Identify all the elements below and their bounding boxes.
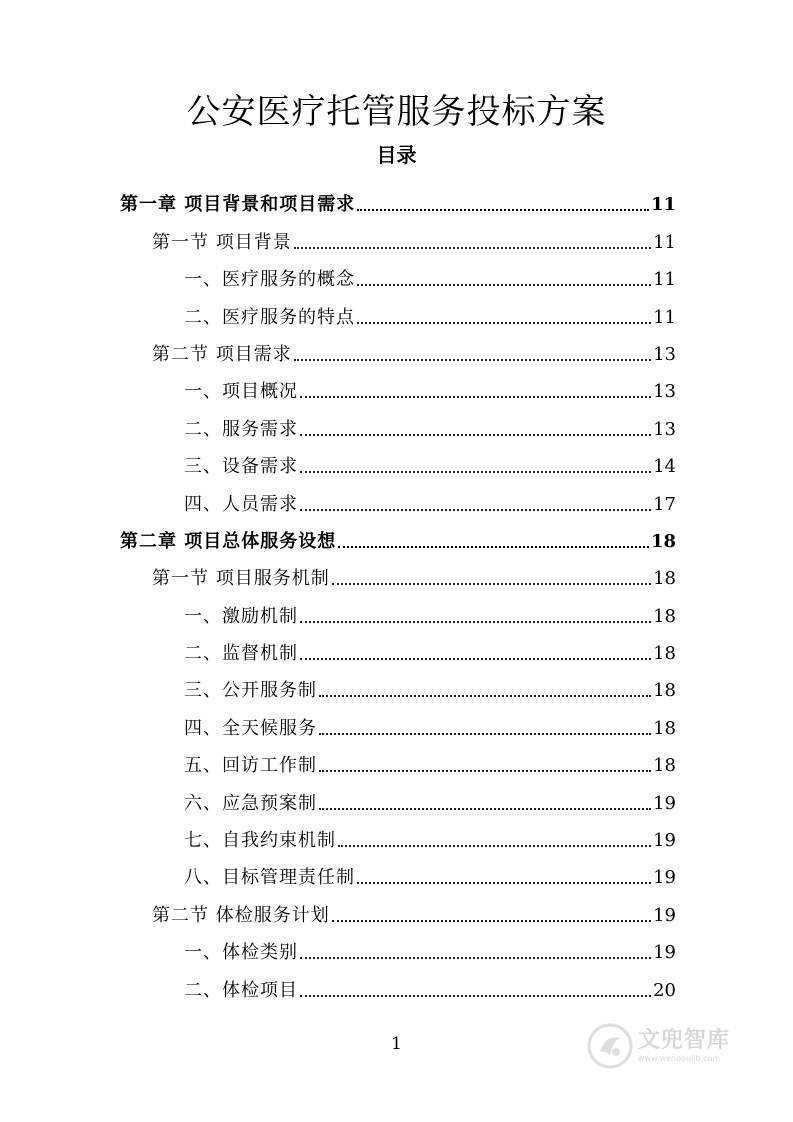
- toc-dot-leader: [319, 733, 651, 735]
- toc-entry-page: 18: [653, 717, 676, 739]
- toc-entry-label: 一、项目概况: [184, 381, 298, 403]
- toc-entry[interactable]: [120, 479, 676, 516]
- toc-dot-leader: [338, 546, 649, 548]
- toc-entry-page: 19: [653, 792, 676, 814]
- toc-entry-label: 八、目标管理责任制: [184, 867, 355, 889]
- toc-entry-page: 17: [653, 493, 676, 515]
- toc-dot-leader: [357, 209, 649, 211]
- toc-dot-leader: [294, 247, 651, 249]
- toc-entry-label: 六、应急预案制: [184, 792, 317, 814]
- wendou-logo-icon: [586, 1022, 634, 1070]
- toc-entry-page: 19: [653, 942, 676, 964]
- toc-entry-label: 一、医疗服务的概念: [184, 269, 355, 291]
- toc-entry[interactable]: [120, 703, 676, 740]
- toc-dot-leader: [300, 509, 651, 511]
- toc-entry[interactable]: [120, 928, 676, 965]
- toc-entry-page: 18: [653, 755, 676, 777]
- toc-entry-label: 三、公开服务制: [184, 680, 317, 702]
- toc-entry[interactable]: [120, 180, 676, 217]
- watermark-url: www.wendoulib.com: [638, 1054, 721, 1063]
- toc-entry[interactable]: [120, 778, 676, 815]
- toc-entry-page: 18: [650, 530, 676, 552]
- toc-entry-page: 19: [653, 830, 676, 852]
- toc-entry-page: 13: [653, 343, 676, 365]
- toc-entry[interactable]: [120, 255, 676, 292]
- toc-entry-label: 四、全天候服务: [184, 717, 317, 739]
- toc-entry-page: 20: [653, 979, 676, 1001]
- toc-entry[interactable]: [120, 404, 676, 441]
- toc-entry[interactable]: [120, 741, 676, 778]
- toc-entry-label: 二、体检项目: [184, 979, 298, 1001]
- toc-entry-label: 第二节 项目需求: [152, 343, 292, 365]
- toc-entry-page: 11: [653, 306, 676, 328]
- toc-entry[interactable]: [120, 591, 676, 628]
- toc-entry[interactable]: [120, 853, 676, 890]
- toc-entry[interactable]: [120, 965, 676, 1002]
- watermark-name: 文兜智库: [638, 1028, 731, 1053]
- toc-entry-page: 11: [653, 231, 676, 253]
- toc-entry-page: 11: [650, 194, 676, 216]
- toc-entry-label: 第二节 体检服务计划: [152, 904, 330, 926]
- toc-dot-leader: [294, 359, 651, 361]
- toc-dot-leader: [300, 621, 651, 623]
- watermark: [586, 1020, 756, 1072]
- toc-entry-label: 七、自我约束机制: [184, 830, 336, 852]
- toc-dot-leader: [357, 322, 651, 324]
- toc-entry-label: 第一节 项目服务机制: [152, 568, 330, 590]
- toc-entry-label: 第二章 项目总体服务设想: [120, 530, 337, 552]
- toc-dot-leader: [357, 284, 651, 286]
- toc-entry[interactable]: [120, 292, 676, 329]
- toc-entry-page: 13: [653, 381, 676, 403]
- toc-entry-label: 四、人员需求: [184, 493, 298, 515]
- toc-entry-page: 14: [653, 456, 676, 478]
- toc-entry[interactable]: [120, 666, 676, 703]
- toc-dot-leader: [300, 995, 651, 997]
- toc-dot-leader: [319, 695, 651, 697]
- toc-entry-page: 18: [653, 605, 676, 627]
- toc-dot-leader: [300, 957, 651, 959]
- toc-dot-leader: [332, 583, 651, 585]
- toc-dot-leader: [300, 658, 651, 660]
- toc-entry[interactable]: [120, 442, 676, 479]
- toc-entry-label: 一、激励机制: [184, 605, 298, 627]
- toc-entry-label: 第一节 项目背景: [152, 231, 292, 253]
- toc-entry[interactable]: [120, 330, 676, 367]
- toc-entry-page: 18: [653, 680, 676, 702]
- toc-entry[interactable]: [120, 217, 676, 254]
- toc-entry-label: 二、监督机制: [184, 643, 298, 665]
- toc-entry-page: 18: [653, 643, 676, 665]
- toc-entry-page: 11: [653, 269, 676, 291]
- toc-entry[interactable]: [120, 554, 676, 591]
- toc-dot-leader: [319, 770, 651, 772]
- toc-dot-leader: [357, 882, 651, 884]
- toc-entry-label: 二、医疗服务的特点: [184, 306, 355, 328]
- toc-entry[interactable]: [120, 890, 676, 927]
- toc-dot-leader: [300, 434, 651, 436]
- toc-dot-leader: [319, 808, 651, 810]
- document-title: 公安医疗托管服务投标方案: [186, 92, 607, 132]
- page-number: 1: [391, 1034, 402, 1054]
- toc-entry[interactable]: [120, 816, 676, 853]
- toc-dot-leader: [300, 471, 651, 473]
- toc-entry-page: 19: [653, 867, 676, 889]
- toc-dot-leader: [300, 396, 651, 398]
- toc-entry-label: 第一章 项目背景和项目需求: [120, 194, 356, 216]
- toc-entry-label: 一、体检类别: [184, 942, 298, 964]
- toc-entry-page: 18: [653, 568, 676, 590]
- toc-entry-page: 19: [653, 904, 676, 926]
- toc-heading: 目录: [376, 143, 417, 167]
- toc-dot-leader: [332, 920, 651, 922]
- toc-entry-label: 五、回访工作制: [184, 755, 317, 777]
- toc-entry[interactable]: [120, 517, 676, 554]
- table-of-contents: [120, 180, 676, 1003]
- toc-entry-page: 13: [653, 418, 676, 440]
- toc-entry[interactable]: [120, 367, 676, 404]
- toc-entry[interactable]: [120, 629, 676, 666]
- toc-entry-label: 三、设备需求: [184, 456, 298, 478]
- toc-dot-leader: [338, 845, 651, 847]
- toc-entry-label: 二、服务需求: [184, 418, 298, 440]
